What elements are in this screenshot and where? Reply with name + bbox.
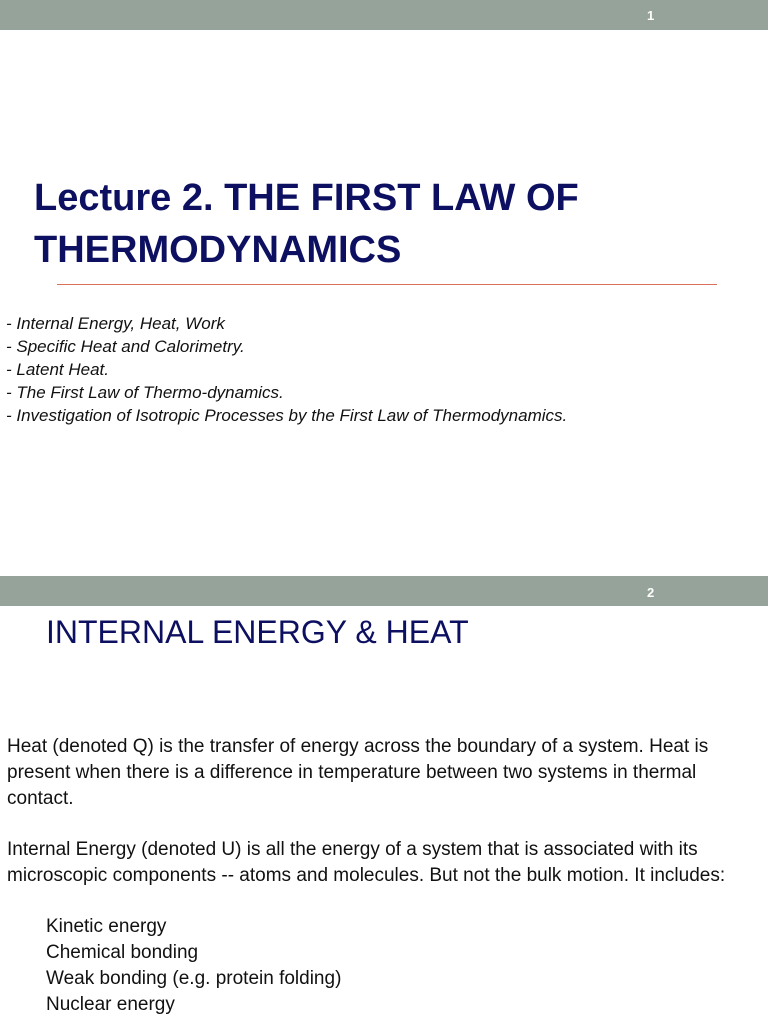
lecture-title-line-2: THERMODYNAMICS bbox=[34, 229, 402, 271]
slide-title: INTERNAL ENERGY & HEAT bbox=[46, 614, 469, 650]
lecture-title-line-1: Lecture 2. THE FIRST LAW OF bbox=[34, 177, 579, 219]
page-number: 2 bbox=[647, 585, 655, 600]
component-item: Weak bonding (e.g. protein folding) bbox=[46, 968, 342, 989]
topic-item: - The First Law of Thermo-dynamics. bbox=[6, 383, 284, 402]
topic-item: - Internal Energy, Heat, Work bbox=[6, 314, 225, 333]
slide-2 bbox=[0, 576, 768, 1024]
component-item: Kinetic energy bbox=[46, 916, 167, 937]
topic-item: - Investigation of Isotropic Processes by the First Law of Thermodynamics. bbox=[6, 406, 568, 425]
topic-item: - Specific Heat and Calorimetry. bbox=[6, 337, 245, 356]
heat-definition: Heat (denoted Q) is the transfer of energy across the boundary of a system. Heat is present when there is a difference in temperature between two systems in thermal contact. bbox=[7, 736, 709, 809]
topic-item: - Latent Heat. bbox=[6, 360, 110, 379]
component-item: Nuclear energy bbox=[46, 994, 175, 1015]
internal-energy-components bbox=[46, 914, 341, 1018]
lecture-title bbox=[34, 172, 734, 276]
topic-list bbox=[6, 312, 567, 427]
internal-energy-definition: Internal Energy (denoted U) is all the energy of a system that is associated with its microscopic components -- atoms and molecules. But not the bulk motion. It includes: bbox=[7, 839, 726, 886]
page-number: 1 bbox=[647, 8, 655, 23]
component-item: Chemical bonding bbox=[46, 942, 199, 963]
title-underline bbox=[57, 284, 717, 285]
